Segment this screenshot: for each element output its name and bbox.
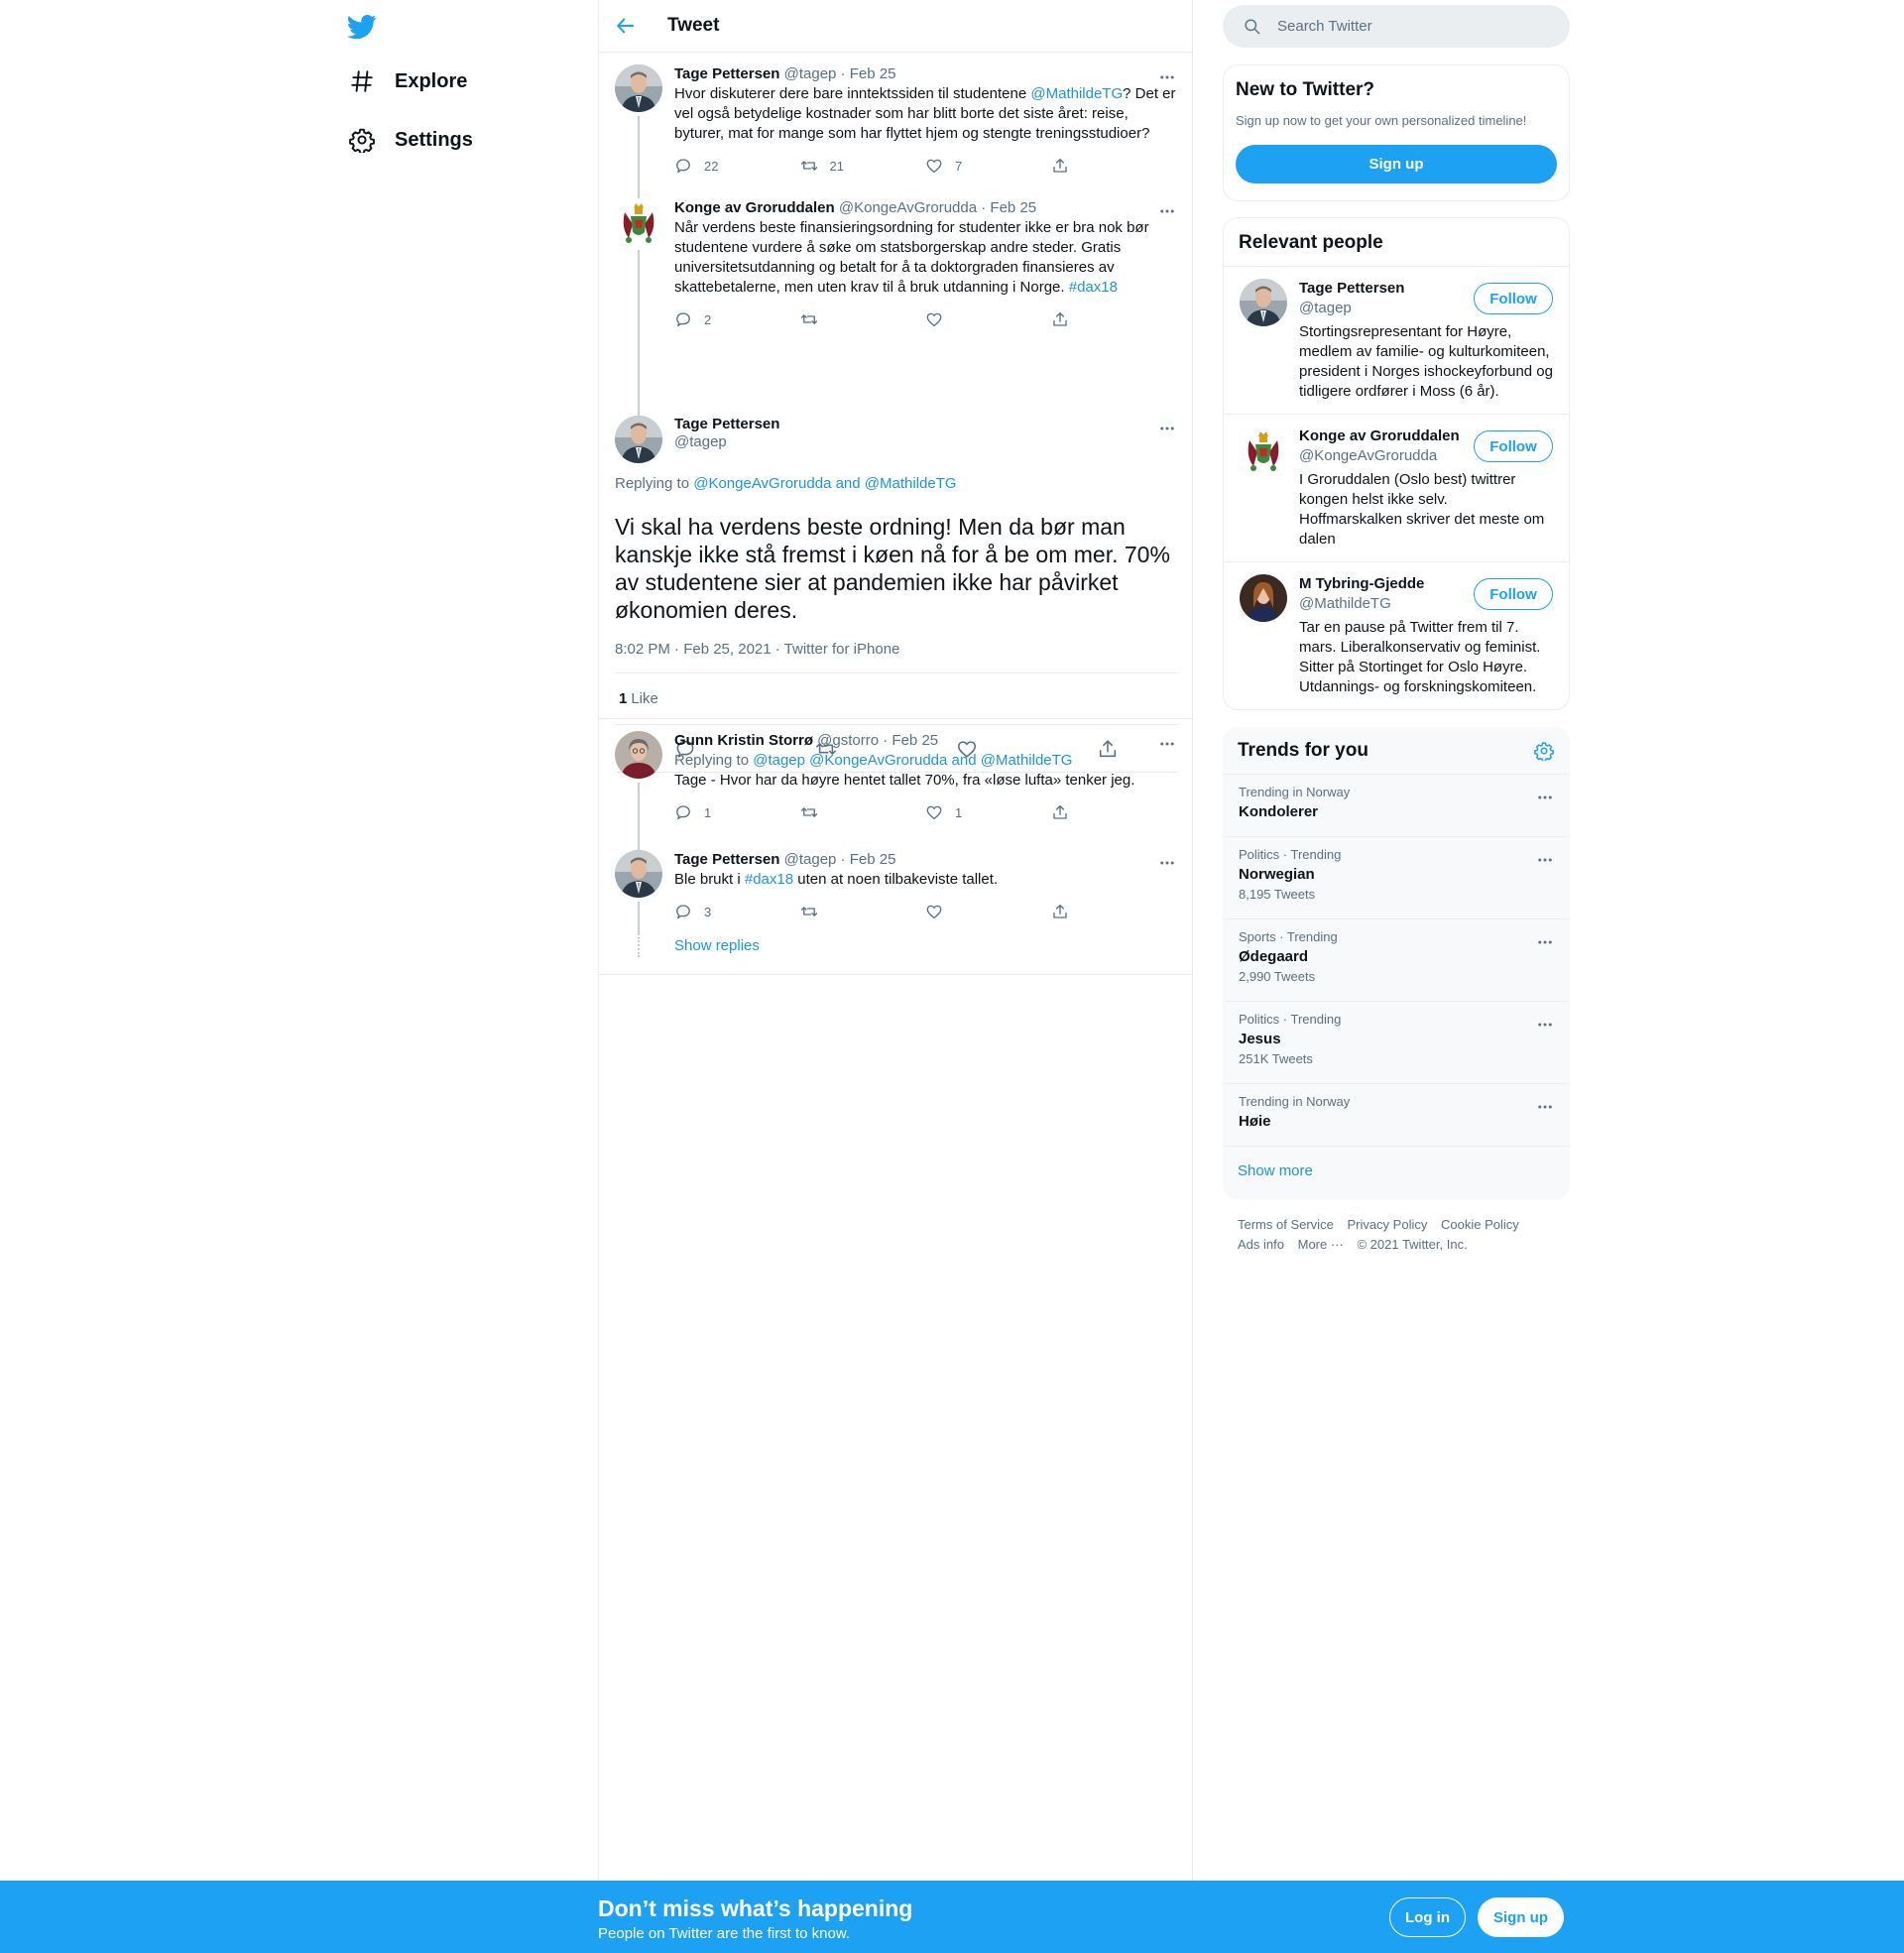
thread-tweet[interactable] xyxy=(599,186,1192,408)
like-button[interactable] xyxy=(925,903,1051,920)
share-button[interactable] xyxy=(1051,803,1177,821)
person-handle[interactable]: @KongeAvGrorudda xyxy=(1299,447,1438,464)
tweet-date[interactable]: · Feb 25 xyxy=(883,732,939,749)
trend-item[interactable] xyxy=(1223,836,1570,918)
author-handle[interactable]: @tagep xyxy=(674,433,727,450)
footer-links xyxy=(1238,1215,1565,1255)
follow-button[interactable]: Follow xyxy=(1474,578,1553,610)
trends-title: Trends for you xyxy=(1238,740,1368,761)
share-button[interactable] xyxy=(1051,903,1177,920)
author-handle[interactable]: @gstorro xyxy=(817,732,880,749)
reply-button[interactable] xyxy=(674,903,800,920)
retweet-icon xyxy=(800,903,818,920)
person-handle[interactable]: @tagep xyxy=(1299,300,1352,316)
author-name[interactable]: Tage Pettersen xyxy=(674,416,780,432)
avatar[interactable] xyxy=(615,64,662,112)
avatar[interactable] xyxy=(1240,427,1287,474)
person-name[interactable]: Tage Pettersen xyxy=(1299,280,1405,297)
trend-item[interactable] xyxy=(1223,1001,1570,1083)
show-replies-link[interactable]: Show replies xyxy=(674,937,760,954)
heart-icon xyxy=(925,903,943,920)
reply-count: 3 xyxy=(704,904,712,919)
reply-button[interactable] xyxy=(674,803,800,821)
reply-tweet[interactable] xyxy=(599,719,1192,838)
reply-count: 2 xyxy=(704,311,712,327)
replying-to-links[interactable]: @KongeAvGrorudda and @MathildeTG xyxy=(693,475,957,492)
trend-name: Ødegaard xyxy=(1239,948,1309,965)
tweet-text xyxy=(674,84,1176,144)
trend-count: 2,990 Tweets xyxy=(1239,969,1316,984)
tweet-text xyxy=(674,218,1176,298)
search-box[interactable] xyxy=(1223,5,1570,48)
reply-button[interactable] xyxy=(674,310,800,328)
follow-button[interactable]: Follow xyxy=(1474,430,1553,462)
more-options-icon[interactable] xyxy=(1158,420,1176,437)
gear-icon xyxy=(349,127,375,153)
retweet-icon xyxy=(800,310,818,328)
tweet-text-part: uten at noen tilbakeviste tallet. xyxy=(793,871,999,888)
avatar[interactable] xyxy=(615,198,662,246)
trend-item[interactable] xyxy=(1223,1083,1570,1146)
thread-line xyxy=(638,838,640,850)
nav-explore[interactable] xyxy=(349,63,467,99)
privacy-link[interactable]: Privacy Policy xyxy=(1347,1217,1428,1232)
thread-dots xyxy=(638,937,640,957)
tweet-date[interactable]: · Feb 25 xyxy=(840,65,896,82)
avatar[interactable] xyxy=(1240,279,1287,326)
more-options-icon[interactable] xyxy=(1158,202,1176,220)
person-item[interactable] xyxy=(1224,561,1569,709)
avatar[interactable] xyxy=(615,731,662,779)
show-more-link[interactable]: Show more xyxy=(1238,1162,1313,1179)
thread-line xyxy=(638,116,640,186)
relevant-people-title: Relevant people xyxy=(1239,232,1383,253)
reply-icon xyxy=(674,903,692,920)
tweet-actions xyxy=(674,156,1176,176)
trend-item[interactable] xyxy=(1223,774,1570,836)
avatar[interactable] xyxy=(1240,574,1287,622)
show-more-row[interactable] xyxy=(1223,1146,1570,1199)
thread-line xyxy=(638,250,640,408)
replying-to xyxy=(615,474,1178,494)
banner-title: Don’t miss what’s happening xyxy=(598,1895,913,1921)
avatar[interactable] xyxy=(615,850,662,898)
settings-gear-icon[interactable] xyxy=(1534,741,1554,761)
more-options-icon[interactable] xyxy=(1536,789,1554,806)
trend-context: Trending in Norway xyxy=(1239,1094,1351,1109)
hashtag-link[interactable]: #dax18 xyxy=(1068,279,1118,296)
trend-count: 251K Tweets xyxy=(1239,1051,1313,1066)
trends-card xyxy=(1223,727,1570,1199)
trend-item[interactable] xyxy=(1223,918,1570,1001)
mention-link[interactable]: @MathildeTG xyxy=(1030,85,1124,102)
more-options-icon[interactable] xyxy=(1158,854,1176,872)
author-handle[interactable]: @tagep xyxy=(783,851,837,868)
signup-button[interactable]: Sign up xyxy=(1236,145,1557,183)
retweet-icon xyxy=(800,803,818,821)
retweet-button[interactable] xyxy=(800,903,926,920)
trend-context: Politics · Trending xyxy=(1239,1012,1342,1027)
more-options-icon[interactable] xyxy=(1536,933,1554,951)
heart-icon xyxy=(925,803,943,821)
retweet-button[interactable] xyxy=(800,157,926,175)
thread-line xyxy=(638,902,640,935)
twitter-logo-icon[interactable] xyxy=(347,12,377,42)
person-bio: Tar en pause på Twitter frem til 7. mars. Liberalkonservativ og feminist. Sitter på Stortinget for Oslo Høyre. Utdannings- og forskningskomiteen. xyxy=(1299,619,1541,695)
author-name[interactable]: Tage Pettersen xyxy=(674,851,780,868)
trend-name: Høie xyxy=(1239,1113,1271,1130)
person-bio: Stortingsrepresentant for Høyre, medlem av familie- og kulturkomiteen, president i Norges ishockeyforbund og tidligere ordfører i Moss (6 år). xyxy=(1299,323,1553,400)
thread-line xyxy=(638,186,640,198)
nav-settings-label: Settings xyxy=(395,128,473,151)
thread-tweet[interactable] xyxy=(599,53,1192,186)
new-to-twitter-title: New to Twitter? xyxy=(1236,79,1375,100)
author-name[interactable]: Gunn Kristin Storrø xyxy=(674,732,813,749)
like-count: 7 xyxy=(955,158,963,174)
show-replies-row[interactable] xyxy=(599,935,1192,975)
ads-info-link[interactable]: Ads info xyxy=(1238,1237,1284,1252)
banner-subtitle: People on Twitter are the first to know. xyxy=(598,1925,851,1942)
person-name[interactable]: Konge av Groruddalen xyxy=(1299,427,1460,444)
relevant-people-card xyxy=(1223,217,1570,710)
reply-icon xyxy=(674,157,692,175)
author-handle[interactable]: @KongeAvGrorudda xyxy=(838,199,978,216)
heart-icon xyxy=(925,157,943,175)
page-header xyxy=(599,0,1192,53)
retweet-icon xyxy=(800,157,818,175)
like-button[interactable] xyxy=(925,803,1051,821)
focused-tweet xyxy=(599,408,1192,771)
page-title: Tweet xyxy=(667,15,720,36)
terms-link[interactable]: Terms of Service xyxy=(1238,1217,1334,1232)
nav-explore-label: Explore xyxy=(395,69,468,92)
like-button[interactable] xyxy=(925,157,1051,175)
likes-label[interactable]: Like xyxy=(631,690,658,707)
tweet-actions xyxy=(674,902,1176,921)
new-to-twitter-subtitle: Sign up now to get your own personalized timeline! xyxy=(1236,113,1527,128)
person-name[interactable]: M Tybring-Gjedde xyxy=(1299,575,1425,592)
hashtag-link[interactable]: #dax18 xyxy=(744,871,794,888)
replying-prefix: Replying to xyxy=(674,752,750,769)
trend-context: Politics · Trending xyxy=(1239,847,1342,862)
copyright: © 2021 Twitter, Inc. xyxy=(1357,1237,1468,1252)
follow-button[interactable]: Follow xyxy=(1474,283,1553,314)
person-item[interactable] xyxy=(1224,414,1569,561)
more-options-icon[interactable] xyxy=(1536,851,1554,869)
replying-prefix: Replying to xyxy=(615,475,690,492)
thread-line xyxy=(638,783,640,838)
like-button[interactable] xyxy=(925,310,1051,328)
person-bio: I Groruddalen (Oslo best) twittrer kongen helst ikke selv. Hoffmarskalken skriver det meste om dalen xyxy=(1299,471,1545,548)
replies-section xyxy=(599,718,1192,975)
retweet-button[interactable] xyxy=(800,803,926,821)
share-icon xyxy=(1051,157,1069,175)
author-name[interactable]: Tage Pettersen xyxy=(674,65,780,82)
share-icon xyxy=(1051,310,1069,328)
person-item[interactable] xyxy=(1224,266,1569,414)
tweet-text-part: ? Det er vel også betydelige kostnader som har blitt borte det siste året: reise, byturer, mat for mange som har flyttet hjem og stengte treningsstudioer? xyxy=(674,85,1176,142)
tweet-date[interactable]: · Feb 25 xyxy=(840,851,896,868)
tweet-actions xyxy=(674,309,1176,329)
reply-icon xyxy=(674,310,692,328)
trend-context: Trending in Norway xyxy=(1239,785,1351,799)
back-arrow-icon[interactable] xyxy=(615,15,637,37)
signup-banner xyxy=(0,1881,1904,1953)
banner-signup-button[interactable]: Sign up xyxy=(1478,1897,1564,1937)
trend-name: Jesus xyxy=(1239,1031,1281,1047)
more-options-icon[interactable] xyxy=(1536,1016,1554,1034)
nav-settings[interactable] xyxy=(349,122,473,158)
search-input[interactable] xyxy=(1277,18,1535,35)
reply-icon xyxy=(674,803,692,821)
main-column xyxy=(598,0,1193,1953)
share-icon xyxy=(1051,903,1069,920)
reply-button[interactable] xyxy=(674,157,800,175)
heart-icon xyxy=(925,310,943,328)
author-handle[interactable]: @tagep xyxy=(783,65,837,82)
reply-tweet[interactable] xyxy=(599,838,1192,935)
new-to-twitter-card xyxy=(1223,64,1570,201)
share-button[interactable] xyxy=(1051,157,1177,175)
tweet-text: Vi skal ha verdens beste ordning! Men da bør man kanskje ikke stå fremst i køen nå for å be om mer. 70% av studentene sier at pandemien ikke har påvirket økonomien deres. xyxy=(615,514,1170,623)
retweet-count: 21 xyxy=(829,158,844,174)
avatar[interactable] xyxy=(615,416,662,463)
replying-to-links[interactable]: @tagep @KongeAvGrorudda and @MathildeTG xyxy=(753,752,1073,769)
tweet-timestamp[interactable]: 8:02 PM · Feb 25, 2021 · Twitter for iPhone xyxy=(615,641,900,658)
like-count: 1 xyxy=(955,804,963,820)
login-button[interactable]: Log in xyxy=(1389,1897,1466,1937)
trend-context: Sports · Trending xyxy=(1239,929,1338,944)
cookie-link[interactable]: Cookie Policy xyxy=(1440,1217,1519,1232)
tweet-text-part: Hvor diskuterer dere bare inntektssiden til studentene xyxy=(674,85,1031,102)
more-link[interactable]: More ··· xyxy=(1297,1237,1344,1252)
person-handle[interactable]: @MathildeTG xyxy=(1299,595,1391,612)
tweet-text-part: Ble brukt i xyxy=(674,871,745,888)
tweet-actions xyxy=(674,802,1176,822)
trend-name: Norwegian xyxy=(1239,866,1315,883)
more-options-icon[interactable] xyxy=(1158,68,1176,86)
share-icon xyxy=(1051,803,1069,821)
search-icon xyxy=(1243,17,1261,36)
tweet-date[interactable]: · Feb 25 xyxy=(981,199,1037,216)
reply-count: 1 xyxy=(704,804,712,820)
more-options-icon[interactable] xyxy=(1158,735,1176,753)
author-name[interactable]: Konge av Groruddalen xyxy=(674,199,835,216)
tweet-text xyxy=(674,870,1176,890)
hashtag-icon xyxy=(349,68,375,94)
share-button[interactable] xyxy=(1051,310,1177,328)
trend-name: Kondolerer xyxy=(1239,803,1319,820)
trend-count: 8,195 Tweets xyxy=(1239,887,1316,902)
retweet-button[interactable] xyxy=(800,310,926,328)
likes-count[interactable]: 1 xyxy=(619,690,628,707)
reply-count: 22 xyxy=(704,158,719,174)
tweet-text-part: Når verdens beste finansieringsordning for studenter ikke er bra nok bør studentene vurdere å søke om statsborgerskap andre steder. Gratis universitetsutdanning og betalt for å ta doktorgraden finansieres av skattebetalerne, men uten krav til å bruk utdanning i Norge. xyxy=(674,219,1149,296)
more-options-icon[interactable] xyxy=(1536,1098,1554,1116)
replying-to xyxy=(674,751,1176,771)
tweet-text: Tage - Hvor har da høyre hentet tallet 70%, fra «løse lufta» tenker jeg. xyxy=(674,772,1135,789)
